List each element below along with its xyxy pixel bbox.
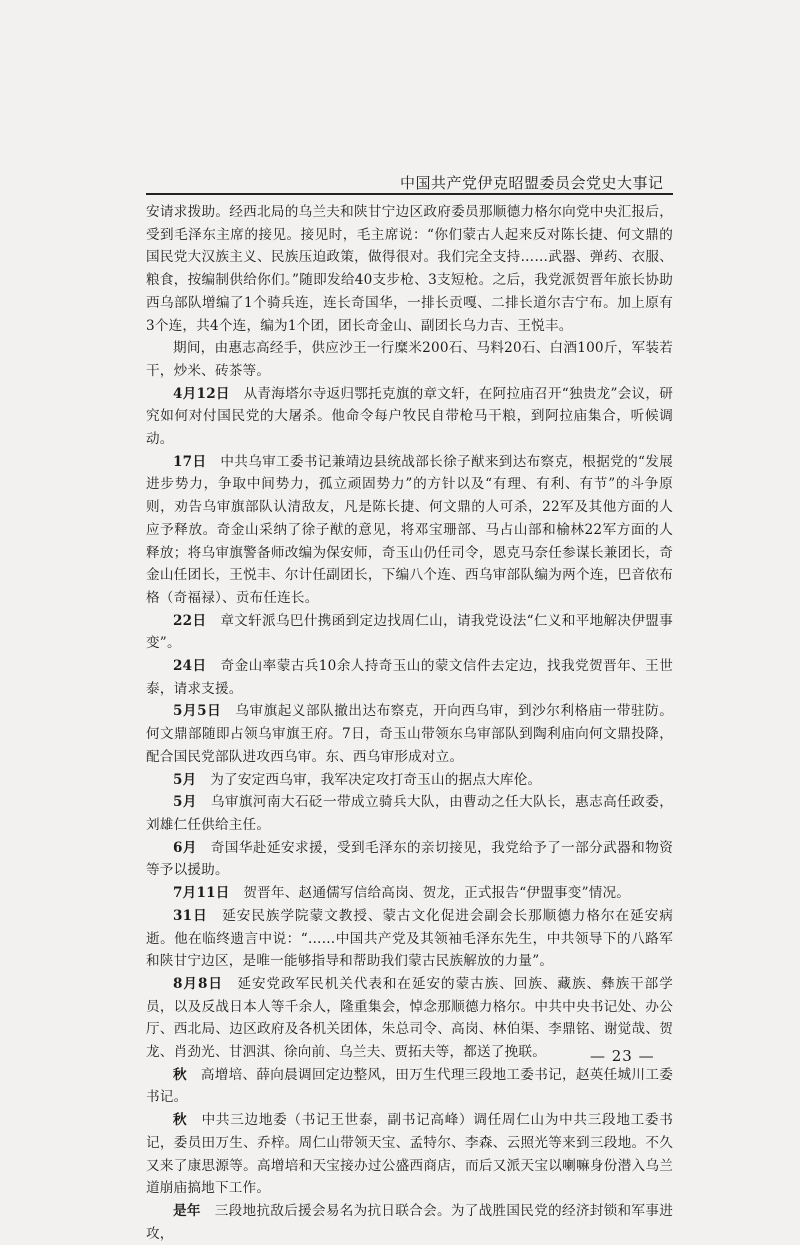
entry-date: 4月12日 xyxy=(173,385,230,402)
entry-date: 8月8日 xyxy=(173,975,223,992)
running-header-title: 中国共产党伊克昭盟委员会党史大事记 xyxy=(400,174,664,192)
entry-date: 17日 xyxy=(173,453,207,470)
entry-text: 延安民族学院蒙文教授、蒙古文化促进会副会长那顺德力格尔在延安病逝。他在临终遗言中说：“……中国共产党及其领袖毛泽东先生，中共领导下的八路军和陕甘宁边区，是唯一能够指导和帮助我们蒙古民族解放的力量”。 xyxy=(146,907,673,970)
entry-date: 是年 xyxy=(173,1202,201,1219)
entry-may-5 xyxy=(146,700,673,768)
entry-text: 乌审旗起义部队撤出达布察克，开向西乌审，到沙尔利格庙一带驻防。何文鼎部随即占领乌审旗王府。7日，奇玉山带领东乌审部队到陶利庙向何文鼎投降，配合国民党部队进攻西乌审。东、西乌审形成对立。 xyxy=(146,703,674,765)
entry-17 xyxy=(146,451,673,610)
entry-text: 章文轩派乌巴什携函到定边找周仁山，请我党设法“仁义和平地解决伊盟事变”。 xyxy=(146,612,673,652)
paragraph-0 xyxy=(146,201,673,337)
entry-may-a xyxy=(146,769,673,792)
entry-text: 奇金山率蒙古兵10余人持奇玉山的蒙文信件去定边，找我党贺晋年、王世泰，请求支援。 xyxy=(146,658,673,697)
entry-date: 5月 xyxy=(173,794,197,811)
entry-22 xyxy=(146,610,673,655)
entry-date: 22日 xyxy=(173,612,207,629)
entry-this-year xyxy=(146,1200,673,1245)
entry-text: 中共三边地委（书记王世泰，副书记高峰）调任周仁山为中共三段地工委书记，委员田万生、乔梓。周仁山带领天宝、孟特尔、李森、云照光等来到三段地。不久又来了康思源等。高增培和天宝接办过公盛西商店，而后又派天宝以喇嘛身份潜入乌兰道崩庙搞地下工作。 xyxy=(146,1112,674,1197)
entry-apr-12 xyxy=(146,383,673,451)
page-body xyxy=(146,201,673,1245)
entry-date: 7月11日 xyxy=(173,885,230,902)
entry-jun xyxy=(146,837,673,882)
entry-text: 高增培、薛向晨调回定边整风，田万生代理三段地工委书记，赵英任城川工委书记。 xyxy=(146,1066,674,1106)
entry-autumn-a xyxy=(146,1064,673,1109)
entry-may-b xyxy=(146,791,673,836)
entry-24 xyxy=(146,655,673,700)
entry-text: 中共乌审工委书记兼靖边县统战部长徐子猷来到达布察克，根据党的“发展进步势力，争取中间势力，孤立顽固势力”的方针以及“有理、有利、有节”的斗争原则，劝告乌审旗部队认清敌友，凡是陈长捷、何文鼎的人可杀，22军及其他方面的人应予释放。奇金山采纳了徐子猷的意见，将邓宝珊部、马占山部和榆林22军方面的人释放；将乌审旗警备师改编为保安师，奇玉山仍任司令，恩克马奈任参谋长兼团长，奇金山任团长，王悦丰、尔计任副团长，下编八个连、西乌审部队编为两个连，巴音依布格（奇福禄）、贡布任连长。 xyxy=(146,453,673,606)
entry-jul-11 xyxy=(146,882,673,905)
entry-text: 贺晋年、赵通儒写信给高岗、贺龙，正式报告“伊盟事变”情况。 xyxy=(243,885,631,902)
entry-date: 秋 xyxy=(173,1066,187,1083)
page-number: — 23 — xyxy=(590,1047,655,1065)
entry-date: 24日 xyxy=(173,658,207,675)
entry-text: 奇国华赴延安求援，受到毛泽东的亲切接见，我党给予了一部分武器和物资等予以援助。 xyxy=(146,839,673,879)
entry-text: 乌审旗河南大石砭一带成立骑兵大队，由曹动之任大队长，惠志高任政委，刘雄仁任供给主任。 xyxy=(146,794,673,833)
header-rule xyxy=(146,193,673,195)
paragraph-text: 期间，由惠志高经手，供应沙王一行糜米200石、马料20石、白酒100斤，军装若干，炒米、砖茶等。 xyxy=(146,340,673,379)
entry-date: 6月 xyxy=(173,839,197,856)
entry-date: 秋 xyxy=(173,1112,188,1129)
paragraph-1 xyxy=(146,337,673,382)
entry-text: 从青海塔尔寺返归鄂托克旗的章文轩，在阿拉庙召开“独贵龙”会议，研究如何对付国民党的大屠杀。他命令每户牧民自带枪马干粮，到阿拉庙集合，听候调动。 xyxy=(146,385,673,448)
entry-date: 31日 xyxy=(173,907,208,924)
paragraph-text: 安请求拨助。经西北局的乌兰夫和陕甘宁边区政府委员那顺德力格尔向党中央汇报后，受到毛泽东主席的接见。接见时，毛主席说：“你们蒙古人起来反对陈长捷、何文鼎的国民党大汉族主义、民族压迫政策，做得很对。我们完全支持……武器、弹药、衣服、粮食，按编制供给你们。”随即发给40支步枪、3支短枪。之后，我党派贺晋年旅长协助西乌部队增编了1个骑兵连，连长奇国华，一排长贡嘎、二排长道尔吉宁布。加上原有3个连，共4个连，编为1个团，团长奇金山、副团长乌力吉、王悦丰。 xyxy=(146,204,673,334)
entry-text: 延安党政军民机关代表和在延安的蒙古族、回族、藏族、彝族干部学员，以及反战日本人等千余人，隆重集会，悼念那顺德力格尔。中共中央书记处、办公厅、西北局、边区政府及各机关团体，朱总司令、高岗、林伯渠、李鼎铭、谢觉哉、贺龙、肖劲光、甘泗淇、徐向前、乌兰夫、贾拓夫等，都送了挽联。 xyxy=(146,975,673,1061)
entry-autumn-b xyxy=(146,1109,673,1200)
entry-31 xyxy=(146,905,673,973)
entry-text: 三段地抗敌后援会易名为抗日联合会。为了战胜国民党的经济封锁和军事进攻， xyxy=(146,1202,674,1242)
entry-date: 5月5日 xyxy=(173,703,222,720)
entry-date: 5月 xyxy=(173,771,197,788)
entry-text: 为了安定西乌审，我军决定攻打奇玉山的据点大库伦。 xyxy=(210,771,542,788)
